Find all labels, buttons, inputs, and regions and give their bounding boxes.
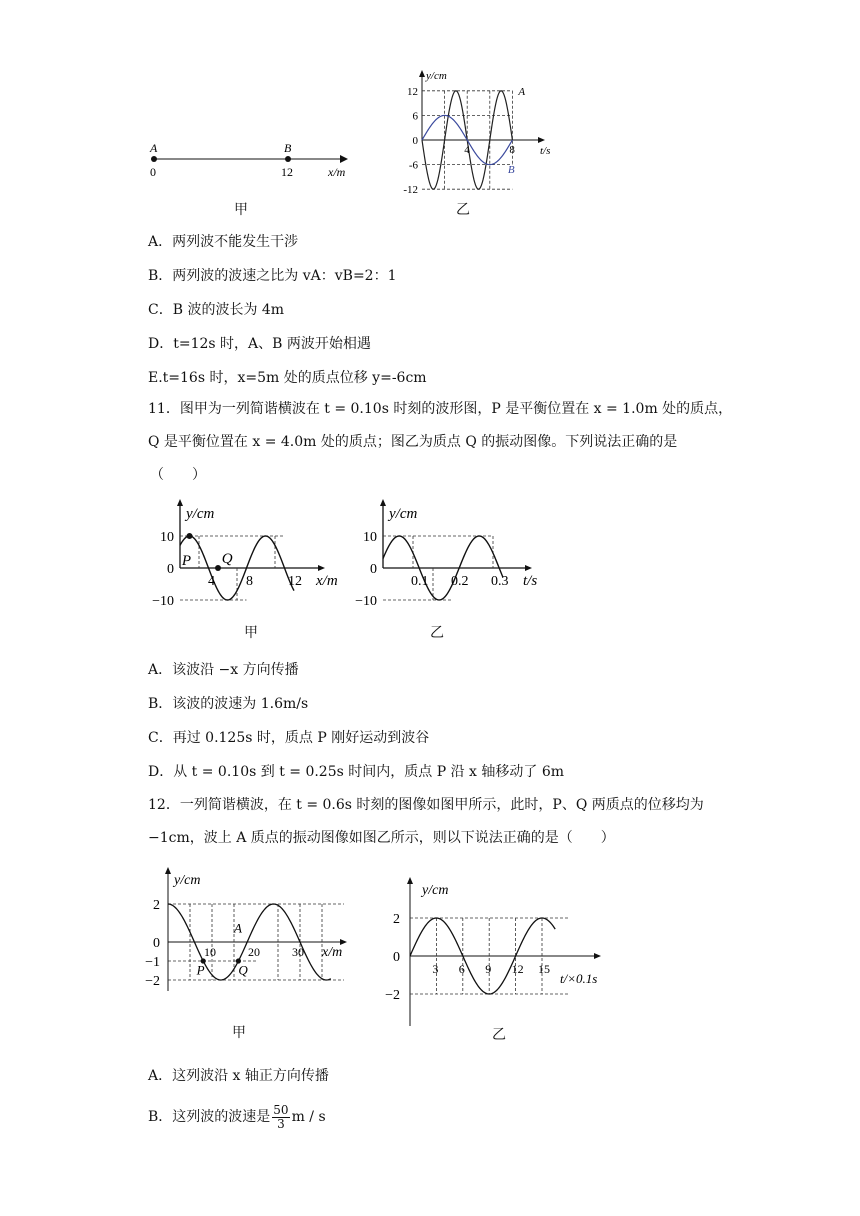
q12-option-a: A．这列波沿 x 轴正方向传播: [148, 1068, 329, 1084]
q11-caption-yi: 乙: [430, 625, 444, 641]
y-tick-label: 2: [393, 912, 400, 927]
q10-option-d: D．t=12s 时，A、B 两波开始相遇: [148, 336, 371, 352]
q10-option-b: B．两列波的波速之比为 vA：vB=2：1: [148, 268, 397, 284]
y-tick-label: 0: [412, 135, 418, 147]
y-tick-label: -12: [403, 184, 418, 197]
point-p-label: P: [196, 962, 205, 978]
q11-figure-jia: [140, 498, 350, 618]
q10-figure-jia: [140, 135, 360, 185]
y-axis-arrow: [380, 499, 386, 506]
y-tick-label: −2: [145, 974, 160, 989]
q12-option-b: [148, 1100, 326, 1134]
q11-figure-yi: [345, 498, 555, 618]
y-tick-label: 2: [153, 898, 160, 913]
q10-caption-jia: 甲: [234, 202, 248, 218]
x-tick-label: 9: [485, 962, 492, 976]
q11-option-c: C．再过 0.125s 时，质点 P 刚好运动到波谷: [148, 730, 430, 746]
q12-fraction-den: 3: [277, 1116, 285, 1131]
y-axis-arrow: [177, 499, 183, 506]
q10-option-c: C．B 波的波长为 4m: [148, 302, 285, 318]
q10-option-e: E.t=16s 时，x=5m 处的质点位移 y=-6cm: [148, 370, 427, 386]
q11-stem-line3: （ ）: [150, 467, 206, 483]
x-tick-label: 0.3: [491, 574, 509, 589]
y-tick-label: 0: [153, 936, 160, 951]
q11-caption-jia: 甲: [244, 625, 258, 641]
wave-b-label: B: [507, 163, 515, 176]
q11-option-b: B．该波的波速为 1.6m/s: [148, 696, 309, 712]
x-axis-label: t/s: [540, 145, 551, 157]
x-tick-label: 15: [538, 962, 550, 976]
y-tick-label: −1: [145, 955, 160, 970]
origin-label: 0: [150, 165, 156, 179]
x-axis-label: t/s: [523, 573, 538, 589]
y-axis-label: y/cm: [389, 506, 418, 522]
x-axis-label: x/m: [322, 945, 343, 960]
x-tick-label: 0.2: [451, 574, 469, 589]
point-q-label: Q: [238, 962, 248, 978]
q11-option-d: D．从 t = 0.10s 到 t = 0.25s 时间内，质点 P 沿 x 轴移动了 6m: [148, 764, 565, 780]
q12-stem-line1: 12．一列简谐横波，在 t = 0.6s 时刻的图像如图甲所示，此时，P、Q 两质点的位移均为: [148, 797, 704, 813]
x-tick-label: 20: [248, 945, 260, 959]
y-axis-label: y/cm: [174, 873, 201, 888]
q11-stem-line1: 11．图甲为一列简谐横波在 t = 0.10s 时刻的波形图，P 是平衡位置在 x = 1.0m 处的质点，: [148, 401, 733, 417]
y-axis-label: y/cm: [422, 883, 449, 898]
q12-figure-jia: [140, 866, 360, 1016]
x-tick-label: 0.1: [411, 574, 429, 589]
x-axis-arrow: [538, 137, 545, 143]
q12-caption-yi: 乙: [492, 1027, 506, 1043]
q11-option-a: A．该波沿 −x 方向传播: [148, 662, 299, 678]
wave-a-label: A: [518, 85, 526, 98]
point-p-label: P: [181, 552, 192, 569]
q11-stem-line2: Q 是平衡位置在 x = 4.0m 处的质点；图乙为质点 Q 的振动图像。下列说法正确的是: [148, 434, 678, 450]
y-tick-label: -6: [408, 159, 418, 172]
x-tick-label: 3: [432, 962, 439, 976]
point-b-label: B: [284, 141, 292, 155]
tick-12-label: 12: [281, 165, 293, 179]
y-tick-label: 12: [407, 85, 418, 98]
y-tick-label: −10: [152, 594, 174, 609]
x-tick-label: 30: [292, 945, 304, 959]
point-a-label: A: [234, 920, 242, 936]
q10-option-a: A．两列波不能发生干涉: [148, 234, 299, 250]
x-tick-label: 6: [458, 962, 465, 976]
y-tick-label: 0: [393, 950, 400, 965]
point-p: [187, 533, 193, 539]
point-a-label: A: [150, 141, 158, 155]
q12-fraction-num: 50: [273, 1102, 289, 1117]
y-tick-label: 0: [167, 562, 174, 577]
x-axis-label: t/×0.1s: [560, 971, 598, 986]
x-tick-label: 8: [246, 574, 253, 589]
x-tick-label: 8: [509, 144, 515, 156]
q10-figure-yi: [390, 65, 570, 205]
x-axis-label: x/m: [316, 573, 338, 589]
q12-figure-yi: [370, 876, 620, 1026]
y-tick-label: −10: [355, 594, 377, 609]
y-tick-label: 10: [363, 530, 377, 545]
y-tick-label: −2: [385, 988, 400, 1003]
x-tick-label: 12: [511, 962, 524, 976]
y-axis-label: y/cm: [186, 506, 215, 522]
x-axis-arrow: [318, 565, 325, 571]
y-axis-label: y/cm: [426, 70, 447, 82]
q12-option-b-prefix: B．这列波的波速是: [148, 1109, 271, 1125]
q12-fraction: [272, 1104, 289, 1131]
q12-caption-jia: 甲: [232, 1025, 246, 1041]
point-q-label: Q: [221, 551, 233, 568]
y-tick-label: 0: [370, 562, 377, 577]
q10-caption-yi: 乙: [456, 202, 470, 218]
y-tick-label: 10: [160, 530, 174, 545]
q12-option-b-unit: m / s: [291, 1109, 326, 1125]
y-axis-arrow: [407, 877, 413, 884]
y-axis-arrow: [165, 867, 171, 874]
x-tick-label: 12: [288, 574, 302, 589]
x-tick-label: 4: [208, 574, 215, 589]
x-axis-label: x/m: [328, 165, 346, 179]
y-axis-arrow: [419, 70, 425, 77]
y-tick-label: 6: [412, 110, 418, 123]
x-tick-label: 4: [464, 144, 470, 156]
x-tick-label: 10: [204, 945, 216, 959]
q12-stem-line2: −1cm，波上 A 质点的振动图像如图乙所示，则以下说法正确的是（ ）: [148, 830, 615, 846]
x-axis-arrow: [594, 953, 601, 959]
point-q: [215, 565, 221, 571]
x-axis-arrow: [525, 565, 532, 571]
